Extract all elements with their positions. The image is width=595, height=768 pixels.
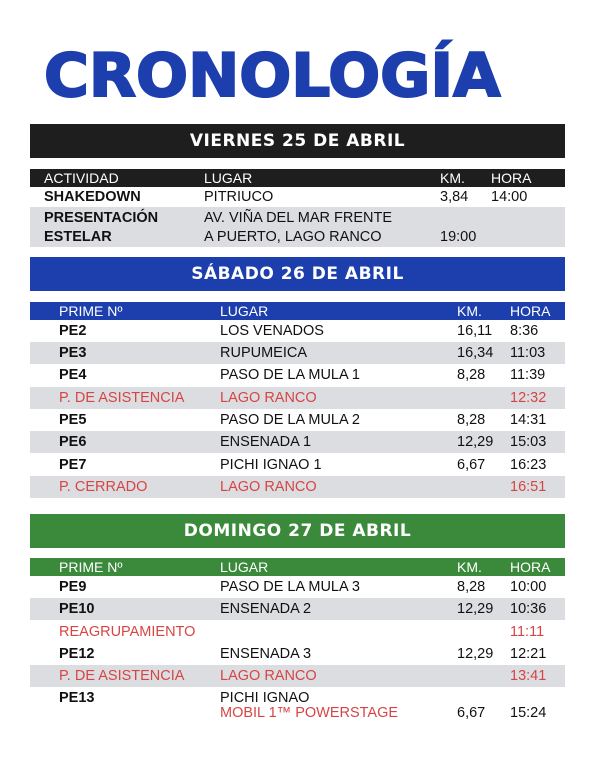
cell-prime: PE12 [59,646,95,662]
header-place: LUGAR [204,170,253,186]
table-row [30,320,565,342]
cell-prime: PE6 [59,434,87,450]
cell-time: 10:36 [510,601,547,617]
day-banner-friday: VIERNES 25 DE ABRIL [30,124,565,158]
header-km: KM. [457,559,482,575]
cell-place: ENSENADA 2 [220,601,312,617]
cell-time: 11:11 [510,624,545,640]
header-km: KM. [457,303,482,319]
cell-place: LAGO RANCO [220,390,317,406]
cell-km: 12,29 [457,601,494,617]
table-row [30,364,565,386]
cell-place: PASO DE LA MULA 3 [220,579,360,595]
cell-km: 12,29 [457,646,494,662]
header-activity: ACTIVIDAD [44,170,119,186]
cell-prime: PE4 [59,367,87,383]
cell-place: LAGO RANCO [220,479,317,495]
table-header-saturday [30,302,565,320]
header-prime: PRIME Nº [59,559,123,575]
cell-time: 8:36 [510,323,539,339]
cell-km: 16,11 [457,323,493,339]
table-row [30,643,565,665]
day-banner-sunday: DOMINGO 27 DE ABRIL [30,514,565,548]
header-prime: PRIME Nº [59,303,123,319]
cell-km: 16,34 [457,345,494,361]
cell-place: ENSENADA 1 [220,434,312,450]
table-row [30,665,565,687]
cell-km: 8,28 [457,412,486,428]
table-row [30,476,565,498]
table-row [30,621,565,643]
table-row [30,687,565,725]
table-header-friday [30,169,565,187]
cell-time: 16:23 [510,457,547,473]
header-time: HORA [510,559,551,575]
table-row [30,454,565,476]
header-time: HORA [491,170,532,186]
cell-time: 16:51 [510,479,547,495]
header-place: LUGAR [220,303,269,319]
table-row: SHAKEDOWN PITRIUCO 3,84 14:00 [44,189,528,205]
cell-prime: PE9 [59,579,87,595]
cell-prime: PE2 [59,323,87,339]
cell-place: ENSENADA 3 [220,646,312,662]
cell-place: LAGO RANCO [220,668,317,684]
header-time: HORA [510,303,551,319]
table-row [30,598,565,620]
cell-place-sponsor: MOBIL 1™ POWERSTAGE [220,705,399,721]
cell-km: 8,28 [457,367,486,383]
table-row: PRESENTACIÓN AV. VIÑA DEL MAR FRENTE ESTELAR A PUERTO, LAGO RANCO 19:00 [30,207,565,247]
day-banner-saturday: SÁBADO 26 DE ABRIL [30,257,565,291]
cell-time: 12:21 [510,646,547,662]
table-row [30,387,565,409]
cell-time: 11:39 [510,367,546,383]
table-row [30,576,565,598]
cell-time: 10:00 [510,579,547,595]
cell-place: PICHI IGNAO [220,690,310,706]
cell-time: 12:32 [510,390,547,406]
cell-place: LOS VENADOS [220,323,324,339]
table-row [30,342,565,364]
cell-prime: PE13 [59,690,95,706]
cell-prime: P. DE ASISTENCIA [59,390,185,406]
cell-km: 6,67 [457,457,486,473]
cell-prime: REAGRUPAMIENTO [59,624,196,640]
cell-km: 8,28 [457,579,486,595]
cell-prime: PE7 [59,457,87,473]
cell-place: PICHI IGNAO 1 [220,457,322,473]
cell-km: 12,29 [457,434,494,450]
cell-time: 11:03 [510,345,546,361]
header-place: LUGAR [220,559,269,575]
cell-prime: P. DE ASISTENCIA [59,668,185,684]
header-km: KM. [440,170,465,186]
page-title: CRONOLOGÍA [44,41,501,111]
cell-place: PASO DE LA MULA 1 [220,367,360,383]
cell-place: RUPUMEICA [220,345,308,361]
cell-time: 15:24 [510,705,547,721]
cell-prime: PE5 [59,412,87,428]
table-row [30,431,565,453]
cell-prime: PE10 [59,601,95,617]
cell-time: 14:31 [510,412,547,428]
cell-prime: PE3 [59,345,87,361]
table-header-sunday [30,558,565,576]
cell-time: 13:41 [510,668,547,684]
cell-place: PASO DE LA MULA 2 [220,412,360,428]
table-row [30,409,565,431]
cell-prime: P. CERRADO [59,479,148,495]
cell-km: 6,67 [457,705,486,721]
cell-time: 15:03 [510,434,547,450]
